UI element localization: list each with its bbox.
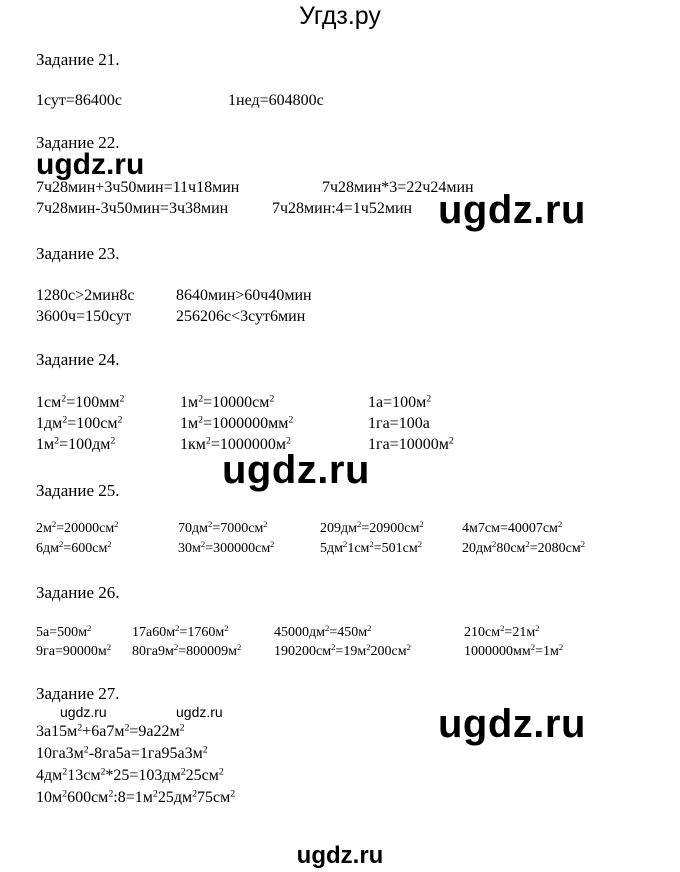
task-26-item: $210см^2=21м^2$ <box>464 623 540 640</box>
watermark: ugdz.ru <box>176 704 223 720</box>
site-title: Угдз.ру <box>299 2 381 30</box>
task-23-item: 1280с>2мин8с <box>36 287 135 304</box>
task-24-item: $1м^2=10000см^2$ <box>180 393 275 411</box>
watermark: ugdz.ru <box>438 188 586 232</box>
task-25-item: $4м7см=40007см^2$ <box>462 519 563 536</box>
task-25-item: $70дм^2=7000см^2$ <box>178 519 268 536</box>
task-21-item: 1сут=86400с <box>36 92 123 109</box>
task-27-line: $3а15м^2+6а7м^2=9а22м^2$ <box>36 722 185 740</box>
task-26-heading: Задание 26. <box>36 583 120 602</box>
task-25-item: $5дм^21см^2=501см^2$ <box>320 539 423 556</box>
task-27-line: $4дм^213см^2*25=103дм^225см^2$ <box>36 766 224 784</box>
task-25-item: $209дм^2=20900см^2$ <box>320 519 424 536</box>
task-24-item: 1га=100а <box>368 415 430 432</box>
task-23-item: 3600ч=150сут <box>36 308 131 325</box>
task-27-heading: Задание 27. <box>36 684 120 703</box>
task-26-item: $45000дм^2=450м^2$ <box>274 623 372 640</box>
task-25-heading: Задание 25. <box>36 481 120 500</box>
task-27-line: $10га3м^2-8га5а=1га95а3м^2$ <box>36 744 208 762</box>
task-24-item: $1м^2=1000000мм^2$ <box>180 414 294 432</box>
footer-watermark: ugdz.ru <box>296 842 384 869</box>
task-25-item: $20дм^280см^2=2080см^2$ <box>462 539 586 556</box>
task-26-item: $1000000мм^2=1м^2$ <box>464 642 564 659</box>
watermark: ugdz.ru <box>36 148 145 181</box>
task-24-item: $1дм^2=100см^2$ <box>36 414 123 432</box>
task-24-item: $1км^2=1000000м^2$ <box>180 435 291 453</box>
task-25-item: $30м^2=300000см^2$ <box>178 539 275 556</box>
task-21-heading: Задание 21. <box>36 50 120 69</box>
task-27-line: $10м^2600см^2:8=1м^225дм^275см^2$ <box>36 788 236 806</box>
watermark: ugdz.ru <box>222 448 370 492</box>
task-22-item: 7ч28мин+3ч50мин=11ч18мин <box>36 179 240 196</box>
task-24-item: $1га=10000м^2$ <box>368 435 454 453</box>
task-22-heading: Задание 22. <box>36 133 120 152</box>
task-21-item: 1нед=604800с <box>228 92 324 109</box>
task-25-item: $6дм^2=600см^2$ <box>36 539 112 556</box>
task-22-item: 7ч28мин:4=1ч52мин <box>272 200 413 217</box>
task-22-item: 7ч28мин*3=22ч24мин <box>322 179 474 196</box>
task-24-item: $1м^2=100дм^2$ <box>36 435 116 453</box>
watermark: ugdz.ru <box>438 702 586 746</box>
task-26-item: $190200см^2=19м^2200см^2$ <box>274 642 411 659</box>
task-25-item: $2м^2=20000см^2$ <box>36 519 119 536</box>
watermark: ugdz.ru <box>60 704 107 720</box>
task-26-item: $17а60м^2=1760м^2$ <box>132 623 229 640</box>
task-24-heading: Задание 24. <box>36 350 120 369</box>
task-23-heading: Задание 23. <box>36 244 120 263</box>
task-26-item: $5а=500м^2$ <box>36 623 92 640</box>
task-23-item: 8640мин>60ч40мин <box>176 287 312 304</box>
task-24-item: $1см^2=100мм^2$ <box>36 393 125 411</box>
task-26-item: $80га9м^2=800009м^2$ <box>132 642 242 659</box>
task-24-item: $1а=100м^2$ <box>368 393 432 411</box>
task-23-item: 256206с<3сут6мин <box>176 308 306 325</box>
task-26-item: $9га=90000м^2$ <box>36 642 112 659</box>
task-22-item: 7ч28мин-3ч50мин=3ч38мин <box>36 200 229 217</box>
